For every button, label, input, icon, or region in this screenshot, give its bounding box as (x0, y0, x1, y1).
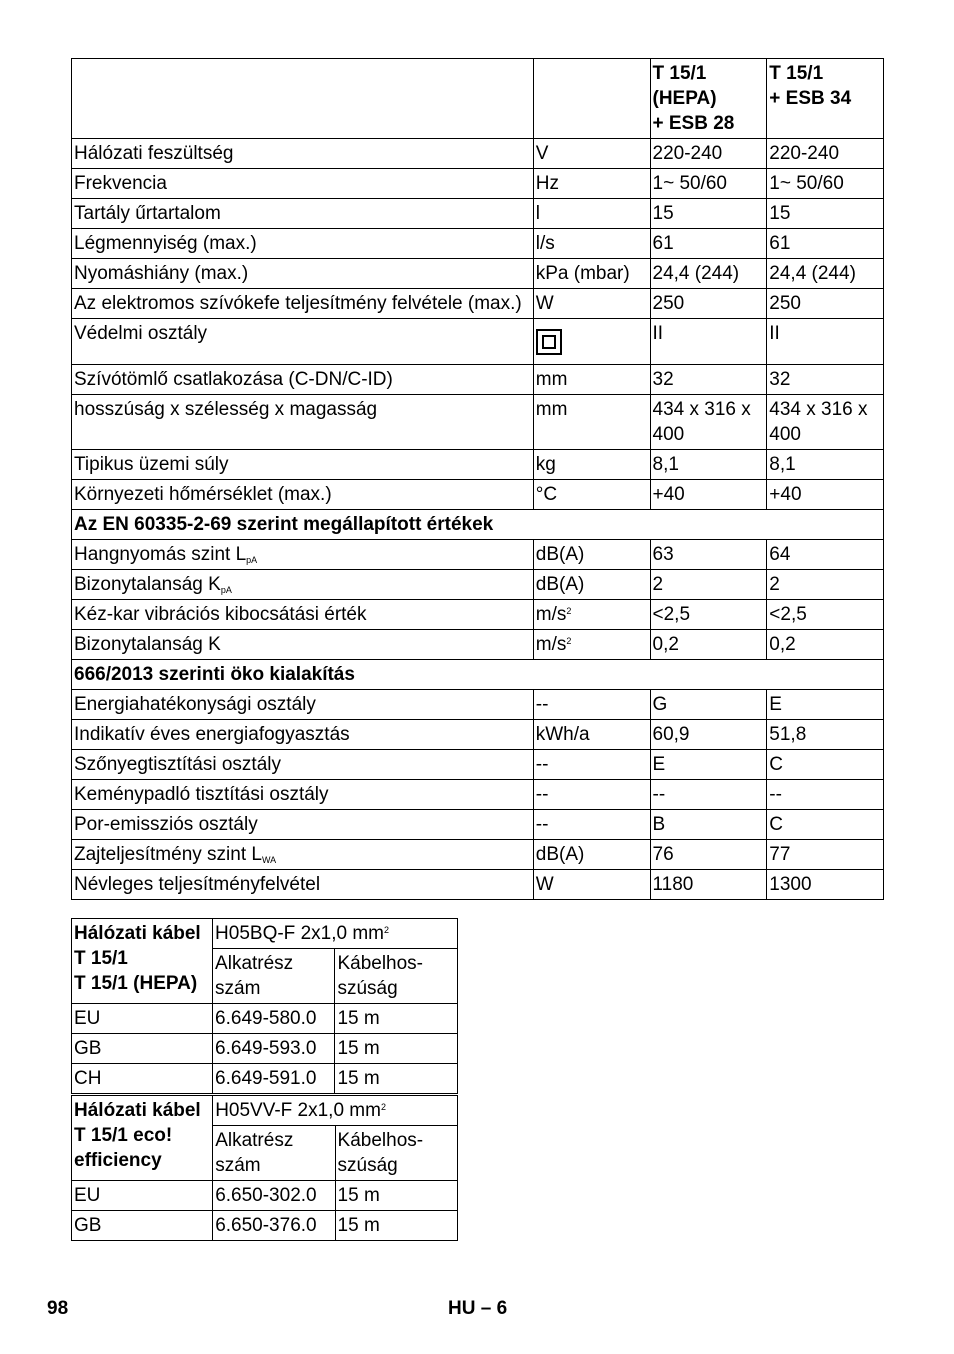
cable-title-line: Hálózati kábel (74, 1100, 201, 1121)
eco-row (72, 840, 884, 870)
spec-value-1: 220-240 (650, 139, 767, 169)
cable-country: GB (72, 1211, 213, 1241)
spec-unit (533, 600, 650, 630)
cable-country: EU (72, 1181, 213, 1211)
eco-row (72, 750, 884, 780)
spec-value-2: E (767, 690, 884, 720)
spec-value-1: 76 (650, 840, 767, 870)
spec-value-2: 24,4 (244) (767, 259, 884, 289)
spec-value-2: 8,1 (767, 450, 884, 480)
cable-title-line: T 15/1 (HEPA) (74, 973, 198, 994)
spec-unit-text: m/s (535, 634, 567, 655)
spec-label: Az elektromos szívókefe teljesítmény felvétele (max.) (72, 289, 534, 319)
spec-unit-text: W (535, 874, 554, 895)
cable-type (213, 919, 458, 949)
spec-row (72, 289, 884, 319)
spec-row (72, 229, 884, 259)
spec-value-1: G (650, 690, 767, 720)
cable-part-number: 6.650-376.0 (213, 1211, 335, 1241)
spec-value-2: 250 (767, 289, 884, 319)
spec-value-1: 1~ 50/60 (650, 169, 767, 199)
spec-unit-text: m/s (535, 604, 567, 625)
spec-row (72, 139, 884, 169)
spec-value-1: II (650, 319, 767, 365)
spec-value-1: 15 (650, 199, 767, 229)
cable-country: EU (72, 1004, 213, 1034)
spec-unit (533, 319, 650, 365)
cable-length-header-line: szúság (337, 978, 398, 999)
spec-unit-text: dB(A) (535, 574, 585, 595)
part-number-header (213, 949, 335, 1004)
spec-value-2: 51,8 (767, 720, 884, 750)
cable-title-line: T 15/1 (74, 948, 128, 969)
spec-value-1: 60,9 (650, 720, 767, 750)
spec-label-text: Névleges teljesítményfelvétel (74, 874, 321, 895)
spec-header-row (72, 59, 884, 139)
spec-label (72, 570, 534, 600)
spec-label-subscript: pA (246, 555, 258, 565)
spec-unit (533, 720, 650, 750)
cable-type-text: H05BQ-F 2x1,0 mm (215, 923, 384, 944)
eco-row (72, 780, 884, 810)
spec-value-1: 0,2 (650, 630, 767, 660)
section-title-noise-row (72, 510, 884, 540)
spec-value-2: II (767, 319, 884, 365)
spec-label (72, 600, 534, 630)
spec-value-2: 0,2 (767, 630, 884, 660)
spec-value-2: -- (767, 780, 884, 810)
spec-unit: W (533, 289, 650, 319)
spec-unit (533, 540, 650, 570)
spec-label (72, 690, 534, 720)
spec-label: hosszúság x szélesség x magasság (72, 395, 534, 450)
spec-unit-text: dB(A) (535, 544, 585, 565)
spec-label: Hálózati feszültség (72, 139, 534, 169)
spec-unit-text: kWh/a (535, 724, 590, 745)
spec-unit: l/s (533, 229, 650, 259)
spec-unit: Hz (533, 169, 650, 199)
cable-header-row (72, 919, 458, 949)
spec-label (72, 720, 534, 750)
spec-value-1: 250 (650, 289, 767, 319)
spec-unit-text: dB(A) (535, 844, 585, 865)
spec-unit: mm (533, 395, 650, 450)
class-ii-double-square-icon (536, 329, 562, 355)
spec-label-text: Kéz-kar vibrációs kibocsátási érték (74, 604, 367, 625)
part-number-header (213, 1126, 335, 1181)
cable-length: 15 m (335, 1004, 458, 1034)
cable-row (72, 1211, 458, 1241)
spec-row (72, 319, 884, 365)
spec-value-1: +40 (650, 480, 767, 510)
spec-value-1: -- (650, 780, 767, 810)
spec-unit: kPa (mbar) (533, 259, 650, 289)
spec-value-2: 220-240 (767, 139, 884, 169)
spec-label-text: Zajteljesítmény szint L (74, 844, 262, 865)
cable-part-number: 6.649-580.0 (213, 1004, 335, 1034)
eco-row (72, 720, 884, 750)
spec-unit-text: -- (535, 754, 549, 775)
spec-value-2: 61 (767, 229, 884, 259)
spec-label-subscript: WA (261, 855, 277, 865)
spec-unit-text: -- (535, 784, 549, 805)
spec-value-1: 63 (650, 540, 767, 570)
cable-title-line: Hálózati kábel (74, 923, 201, 944)
spec-row (72, 395, 884, 450)
spec-label-subscript: pA (220, 585, 232, 595)
page-footer-label: HU – 6 (448, 1298, 508, 1319)
spec-unit (533, 840, 650, 870)
spec-label (72, 810, 534, 840)
spec-unit (533, 870, 650, 900)
spec-unit: mm (533, 365, 650, 395)
spec-value-2: C (767, 810, 884, 840)
cable-length-header-line: Kábelhos- (337, 1130, 424, 1151)
spec-row (72, 199, 884, 229)
spec-label-text: Bizonytalanság K (74, 634, 221, 655)
eco-row (72, 690, 884, 720)
spec-value-1: <2,5 (650, 600, 767, 630)
spec-row (72, 450, 884, 480)
spec-label (72, 750, 534, 780)
spec-value-2: 77 (767, 840, 884, 870)
spec-unit: l (533, 199, 650, 229)
cable-type (213, 1096, 458, 1126)
eco-row (72, 870, 884, 900)
spec-value-1: 1180 (650, 870, 767, 900)
cable-length-header (335, 1126, 457, 1181)
spec-unit (533, 750, 650, 780)
cable-length-header (335, 949, 458, 1004)
spec-unit: V (533, 139, 650, 169)
cable-country: CH (72, 1064, 213, 1094)
cable-part-number: 6.650-302.0 (213, 1181, 335, 1211)
spec-value-2: 15 (767, 199, 884, 229)
noise-row (72, 600, 884, 630)
spec-label: Védelmi osztály (72, 319, 534, 365)
spec-value-1: 2 (650, 570, 767, 600)
spec-value-1: 434 x 316 x 400 (650, 395, 767, 450)
spec-value-1: E (650, 750, 767, 780)
spec-value-2: 32 (767, 365, 884, 395)
cable-title (72, 1096, 213, 1181)
spec-unit-text: -- (535, 694, 549, 715)
spec-label-text: Keménypadló tisztítási osztály (74, 784, 329, 805)
spec-unit (533, 690, 650, 720)
noise-row (72, 540, 884, 570)
noise-row (72, 630, 884, 660)
noise-row (72, 570, 884, 600)
spec-row (72, 365, 884, 395)
spec-unit-superscript: 2 (566, 636, 572, 646)
spec-value-2: 434 x 316 x 400 (767, 395, 884, 450)
spec-unit-superscript: 2 (566, 606, 572, 616)
spec-value-2: <2,5 (767, 600, 884, 630)
cable-title-line: T 15/1 eco! (74, 1125, 173, 1146)
spec-value-1: 61 (650, 229, 767, 259)
cable-title (72, 919, 213, 1004)
spec-label (72, 630, 534, 660)
spec-label: Tartály űrtartalom (72, 199, 534, 229)
spec-value-2: 64 (767, 540, 884, 570)
spec-value-2: 1300 (767, 870, 884, 900)
part-number-header-line: szám (215, 1155, 261, 1176)
part-number-header-line: szám (215, 978, 261, 999)
cable-length-header-line: Kábelhos- (337, 953, 424, 974)
cable-type-superscript: 2 (380, 1102, 386, 1112)
spec-label-text: Energiahatékonysági osztály (74, 694, 316, 715)
spec-value-1: 8,1 (650, 450, 767, 480)
spec-label: Nyomáshiány (max.) (72, 259, 534, 289)
spec-label-text: Por-emissziós osztály (74, 814, 258, 835)
spec-value-2: C (767, 750, 884, 780)
spec-unit-text: -- (535, 814, 549, 835)
spec-label-text: Hangnyomás szint L (74, 544, 247, 565)
spec-value-2: 1~ 50/60 (767, 169, 884, 199)
spec-label: Légmennyiség (max.) (72, 229, 534, 259)
spec-value-1: 32 (650, 365, 767, 395)
cable-row (72, 1004, 458, 1034)
cable-part-number: 6.649-591.0 (213, 1064, 335, 1094)
spec-label (72, 840, 534, 870)
spec-label-text: Bizonytalanság K (74, 574, 221, 595)
cable-length: 15 m (335, 1181, 457, 1211)
spec-label (72, 780, 534, 810)
cable-table-2 (71, 1095, 458, 1241)
cable-type-text: H05VV-F 2x1,0 mm (215, 1100, 381, 1121)
spec-value-1: 24,4 (244) (650, 259, 767, 289)
cable-length-header-line: szúság (337, 1155, 398, 1176)
header-model-1: T 15/1 (HEPA) + ESB 28 (650, 59, 767, 139)
spec-unit (533, 630, 650, 660)
spec-unit: kg (533, 450, 650, 480)
cable-part-number: 6.649-593.0 (213, 1034, 335, 1064)
cable-length: 15 m (335, 1064, 458, 1094)
cable-row (72, 1181, 458, 1211)
section-title-noise: Az EN 60335-2-69 szerint megállapított értékek (72, 510, 884, 540)
cable-table-1 (71, 918, 458, 1094)
spec-value-2: 2 (767, 570, 884, 600)
spec-label (72, 540, 534, 570)
section-title-ecodesign-row (72, 660, 884, 690)
spec-table (71, 58, 884, 900)
page-number: 98 (47, 1298, 69, 1319)
cable-row (72, 1034, 458, 1064)
cable-header-row (72, 1096, 458, 1126)
spec-unit (533, 810, 650, 840)
cable-title-line: efficiency (74, 1150, 162, 1171)
spec-label (72, 870, 534, 900)
spec-value-1: B (650, 810, 767, 840)
spec-value-2: +40 (767, 480, 884, 510)
spec-unit: °C (533, 480, 650, 510)
spec-row (72, 259, 884, 289)
cable-type-superscript: 2 (383, 925, 389, 935)
spec-label: Szívótömlő csatlakozása (C-DN/C-ID) (72, 365, 534, 395)
cable-length: 15 m (335, 1211, 457, 1241)
header-model-2: T 15/1 + ESB 34 (767, 59, 884, 139)
spec-label: Környezeti hőmérséklet (max.) (72, 480, 534, 510)
cable-row (72, 1064, 458, 1094)
part-number-header-line: Alkatrész (215, 1130, 294, 1151)
section-title-ecodesign: 666/2013 szerinti öko kialakítás (72, 660, 884, 690)
spec-label-text: Indikatív éves energiafogyasztás (74, 724, 350, 745)
spec-row (72, 480, 884, 510)
spec-label-text: Szőnyegtisztítási osztály (74, 754, 281, 775)
cable-length: 15 m (335, 1034, 458, 1064)
spec-label: Tipikus üzemi súly (72, 450, 534, 480)
spec-row (72, 169, 884, 199)
part-number-header-line: Alkatrész (215, 953, 294, 974)
spec-unit (533, 780, 650, 810)
eco-row (72, 810, 884, 840)
spec-unit (533, 570, 650, 600)
spec-label: Frekvencia (72, 169, 534, 199)
cable-country: GB (72, 1034, 213, 1064)
